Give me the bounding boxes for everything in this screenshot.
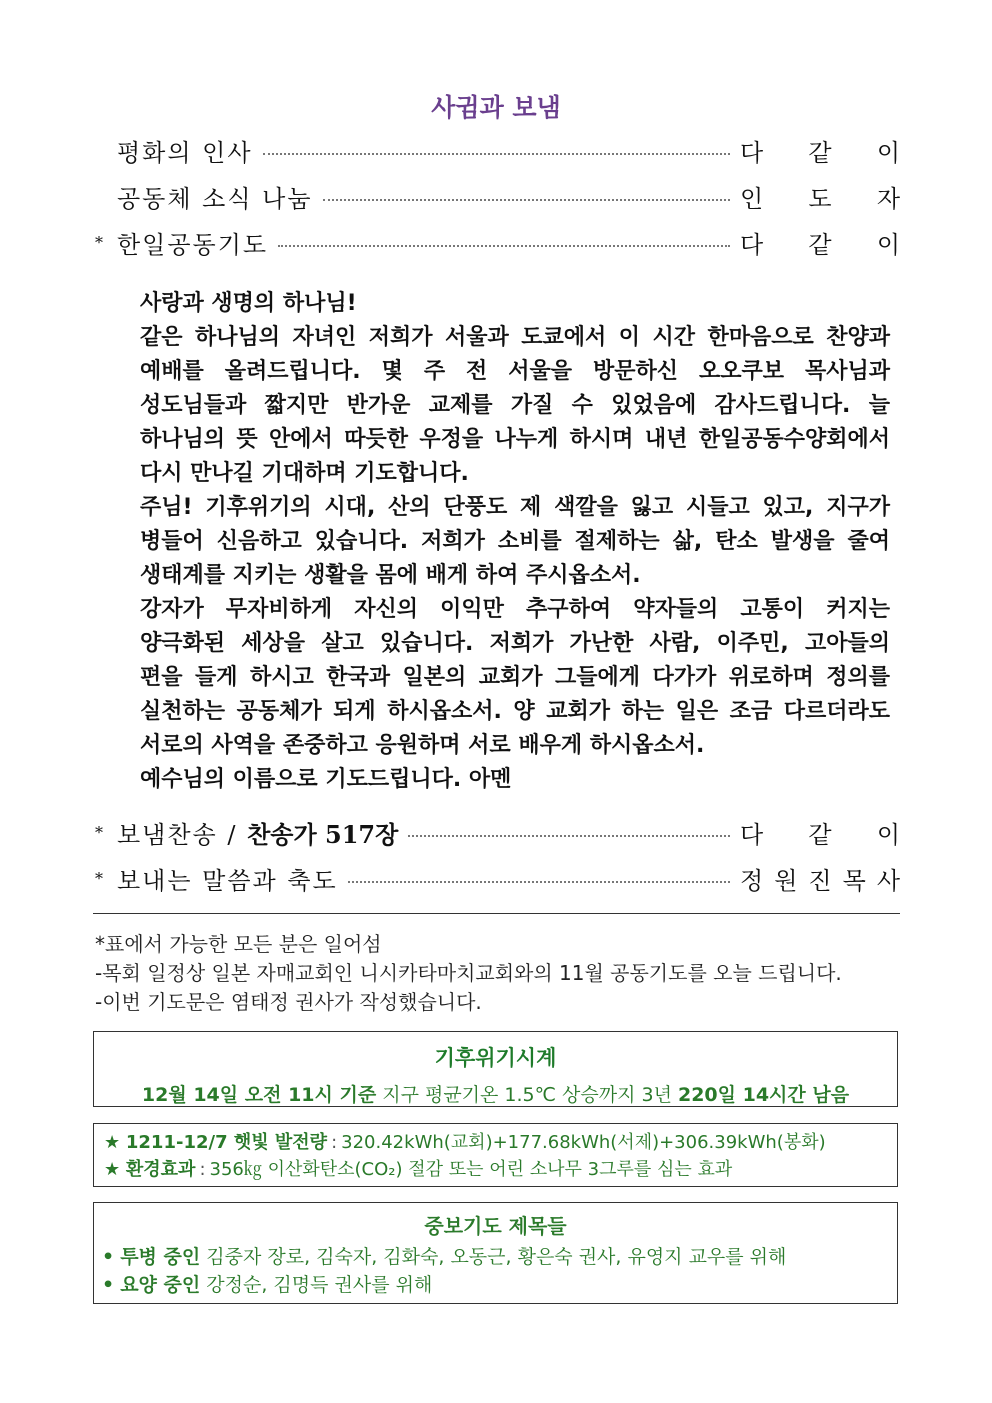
order-row-peace-greeting	[95, 131, 900, 169]
star-icon: ★	[104, 1159, 121, 1180]
prayer-line: 실천하는 공동체가 되게 하시옵소서. 양 교회가 하는 일은 조금 다르더라도	[140, 699, 890, 724]
intercession-box	[93, 1202, 898, 1304]
order-row-benediction	[95, 859, 900, 897]
standing-mark: *	[95, 868, 103, 888]
prayer-line: 주님! 기후위기의 시대, 산의 단풍도 제 색깔을 잃고 시들고 있고, 지구가	[140, 495, 890, 520]
section-title: 사귐과 보냄	[431, 93, 561, 122]
prayer-line: 병들어 신음하고 있습니다. 저희가 소비를 절제하는 삶, 탄소 발생을 줄여	[140, 529, 890, 554]
order-label: 보냄찬송 / 찬송가 517장	[117, 819, 399, 849]
leader-dots	[323, 198, 730, 201]
prayer-text	[140, 287, 890, 797]
note-line: -이번 기도문은 염태정 권사가 작성했습니다.	[95, 990, 482, 1014]
prayer-line: 양극화된 세상을 살고 있습니다. 저희가 가난한 사람, 이주민, 고아들의	[140, 631, 890, 656]
leader-dots	[278, 244, 730, 247]
prayer-line: 하나님의 뜻 안에서 따듯한 우정을 나누게 하시며 내년 한일공동수양회에서	[140, 427, 890, 452]
note-line: -목회 일정상 일본 자매교회인 니시카타마치교회와의 11월 공동기도를 오늘 드립니다.	[95, 961, 842, 985]
prayer-line: 편을 들게 하시고 한국과 일본의 교회가 그들에게 다가가 위로하며 정의를	[140, 665, 890, 690]
intercession-item: • 요양 중인 강정순, 김명득 권사를 위해	[102, 1274, 433, 1296]
order-performer: 정 원 진 목 사	[740, 866, 900, 895]
order-row-joint-prayer	[95, 223, 900, 261]
prayer-line: 생태계를 지키는 생활을 몸에 배게 하여 주시옵소서.	[140, 563, 641, 588]
solar-power-box	[93, 1123, 898, 1187]
order-performer: 다 같 이	[740, 820, 900, 849]
prayer-line: 같은 하나님의 자녀인 저희가 서울과 도쿄에서 이 시간 한마음으로 찬양과	[140, 325, 890, 350]
climate-clock-text: 12월 14일 오전 11시 기준 지구 평균기온 1.5℃ 상승까지 3년 220일 14시간 남음	[141, 1084, 850, 1106]
standing-mark: *	[95, 822, 103, 842]
solar-effect: ★ 환경효과 : 356㎏ 이산화탄소(CO₂) 절감 또는 어린 소나무 3그루를 심는 효과	[104, 1159, 733, 1180]
solar-generation: ★ 1211-12/7 햇빛 발전량 : 320.42kWh(교회)+177.68kWh(서제)+306.39kWh(봉화)	[104, 1132, 826, 1153]
divider	[93, 913, 900, 914]
leader-dots	[348, 880, 730, 883]
order-label: 한일공동기도	[117, 230, 269, 259]
climate-clock-title: 기후위기시계	[434, 1046, 557, 1070]
prayer-line: 성도님들과 짧지만 반가운 교제를 가질 수 있었음에 감사드립니다. 늘	[140, 393, 890, 418]
intercession-item: • 투병 중인 김중자 장로, 김숙자, 김화숙, 오동근, 황은숙 권사, 유영지 교우를 위해	[102, 1246, 787, 1268]
order-row-community-news	[95, 177, 900, 215]
order-label: 공동체 소식 나눔	[117, 184, 313, 213]
leader-dots	[408, 834, 730, 837]
order-label: 평화의 인사	[117, 138, 253, 167]
star-icon: ★	[104, 1132, 121, 1153]
order-label: 보내는 말씀과 축도	[117, 866, 338, 895]
prayer-line: 사랑과 생명의 하나님!	[140, 291, 357, 316]
bullet-icon: •	[102, 1246, 115, 1268]
prayer-line: 강자가 무자비하게 자신의 이익만 추구하여 약자들의 고통이 커지는	[140, 597, 890, 622]
bullet-icon: •	[102, 1274, 115, 1296]
prayer-line: 예수님의 이름으로 기도드립니다. 아멘	[140, 767, 512, 792]
order-row-sending-hymn	[95, 813, 900, 851]
prayer-line: 서로의 사역을 존중하고 응원하며 서로 배우게 하시옵소서.	[140, 733, 705, 758]
order-performer: 다 같 이	[740, 230, 900, 259]
leader-dots	[263, 152, 730, 155]
prayer-line: 예배를 올려드립니다. 몇 주 전 서울을 방문하신 오오쿠보 목사님과	[140, 359, 890, 384]
intercession-title: 중보기도 제목들	[424, 1214, 567, 1238]
order-performer: 다 같 이	[740, 138, 900, 167]
standing-mark: *	[95, 232, 103, 252]
notes	[95, 930, 900, 1017]
prayer-line: 다시 만나길 기대하며 기도합니다.	[140, 461, 469, 486]
note-line: *표에서 가능한 모든 분은 일어섬	[95, 932, 382, 956]
hymn-number: 찬송가 517장	[247, 819, 399, 849]
climate-clock-box	[93, 1031, 898, 1107]
order-performer: 인 도 자	[740, 184, 900, 213]
